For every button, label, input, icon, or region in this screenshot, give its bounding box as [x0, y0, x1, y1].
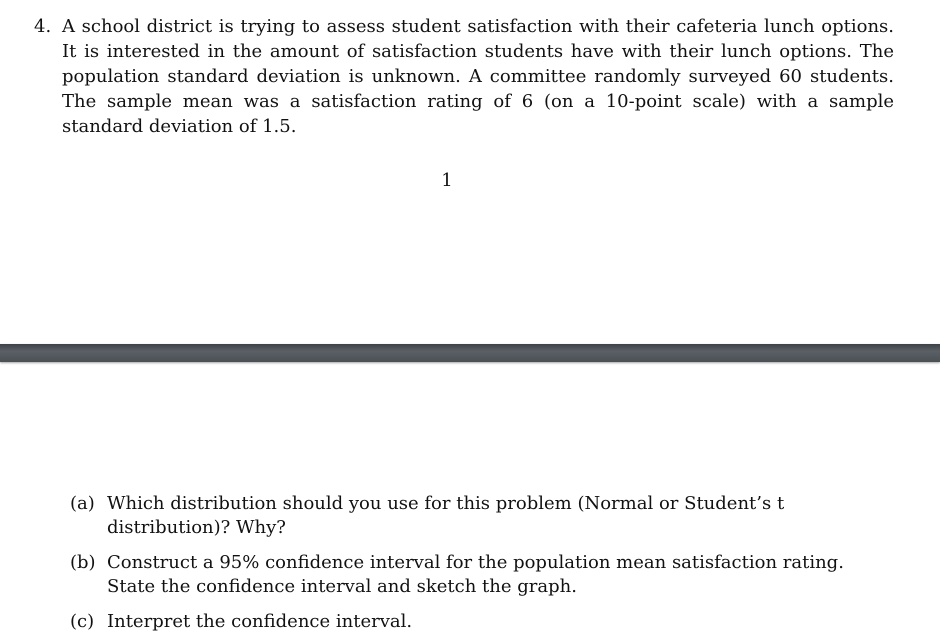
part-b-label: (b): [70, 552, 96, 573]
part-c-label: (c): [70, 611, 95, 632]
part-a-text: Which distribution should you use for this problem (Normal or Student’s t distribution)? Why?: [107, 493, 785, 538]
part-c-text: Interpret the confidence interval.: [107, 611, 413, 632]
question-parts: [70, 492, 894, 644]
part-c: [70, 610, 894, 634]
part-b-text: Construct a 95% confidence interval for the population mean satisfaction rating. State the confidence interval and sketch the graph.: [107, 552, 844, 597]
part-a-label: (a): [70, 493, 95, 514]
part-b: [70, 551, 894, 599]
page-break-divider: [0, 344, 940, 362]
problem-statement: [34, 14, 894, 139]
problem-number: 4.: [34, 16, 52, 37]
page-number: 1: [441, 170, 453, 191]
part-a: [70, 492, 894, 540]
problem-text: A school district is trying to assess student satisfaction with their cafeteria lunch options. It is interested in the amount of satisfaction students have with their lunch options. The population standard deviation is unknown. A committee randomly surveyed 60 students. The sample mean was a satisfaction rating of 6 (on a 10-point scale) with a sample standard deviation of 1.5.: [62, 16, 894, 137]
